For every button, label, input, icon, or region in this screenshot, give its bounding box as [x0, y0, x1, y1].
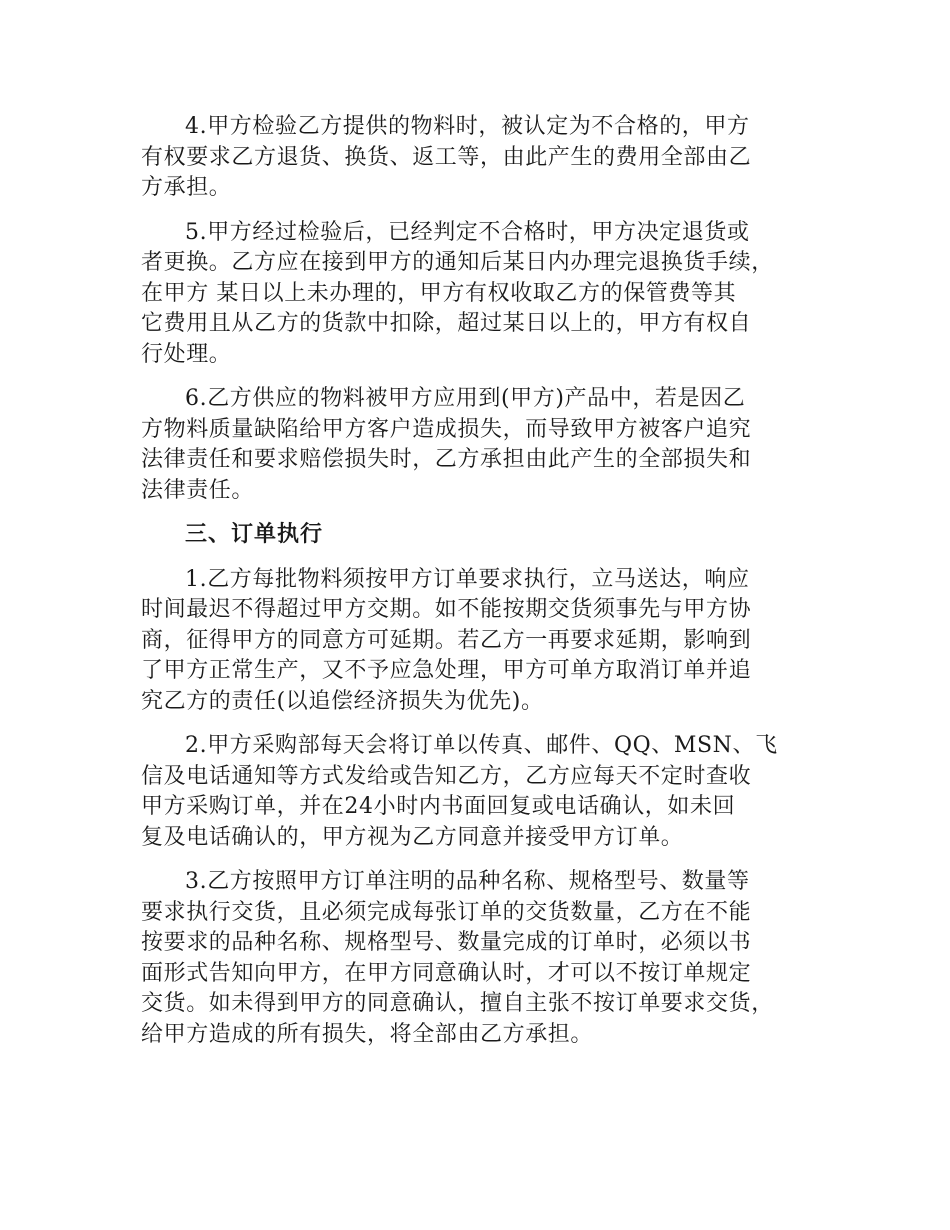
paragraph-order-3: [141, 867, 813, 1050]
text-line: 商，征得甲方的同意方可延期。若乙方一再要求延期，影响到: [141, 627, 752, 653]
text-line: 方承担。: [141, 175, 232, 200]
text-line: 方物料质量缺陷给甲方客户造成损失，而导致甲方被客户追究: [141, 416, 752, 442]
text-line: 法律责任和要求赔偿损失时，乙方承担由此产生的全部损失和: [141, 447, 752, 472]
text-line: 要求执行交货，且必须完成每张订单的交货数量，乙方在不能: [141, 899, 752, 925]
text-line: 法律责任。: [141, 477, 255, 503]
text-line: 交货。如未得到甲方的同意确认，擅自主张不按订单要求交货，: [141, 991, 774, 1016]
text-line: 时间最迟不得超过甲方交期。如不能按期交货须事先与甲方协: [141, 597, 752, 622]
document-page: [141, 112, 813, 1064]
text-line: 究乙方的责任(以追偿经济损失为优先)。: [141, 688, 544, 714]
text-line: 有权要求乙方退货、换货、返工等，由此产生的费用全部由乙: [141, 144, 752, 170]
section-heading-order-execution: 三、订单执行: [185, 522, 324, 547]
text-line: 3.乙方按照甲方订单注明的品种名称、规格型号、数量等: [185, 869, 750, 894]
text-line: 甲方采购订单，并在24小时内书面回复或电话确认，如未回: [141, 794, 736, 819]
paragraph-item-6: [141, 384, 813, 506]
text-line: 了甲方正常生产，又不予应急处理，甲方可单方取消订单并追: [141, 658, 752, 683]
text-line: 复及电话确认的，甲方视为乙方同意并接受甲方订单。: [141, 824, 684, 850]
text-line: 在甲方 某日以上未办理的，甲方有权收取乙方的保管费等其: [141, 280, 737, 306]
text-line: 信及电话通知等方式发给或告知乙方，乙方应每天不定时查收: [141, 763, 752, 789]
text-line: 给甲方造成的所有损失，将全部由乙方承担。: [141, 1021, 594, 1047]
text-line: 1.乙方每批物料须按甲方订单要求执行，立马送达，响应: [185, 566, 750, 592]
text-line: 按要求的品种名称、规格型号、数量完成的订单时，必须以书: [141, 930, 752, 955]
text-line: 面形式告知向甲方，在甲方同意确认时，才可以不按订单规定: [141, 960, 752, 986]
text-line: 2.甲方采购部每天会将订单以传真、邮件、QQ、MSN、飞: [185, 733, 778, 758]
text-line: 者更换。乙方应在接到甲方的通知后某日内办理完退换货手续，: [141, 250, 774, 275]
paragraph-order-1: [141, 565, 813, 718]
text-line: 4.甲方检验乙方提供的物料时，被认定为不合格的，甲方: [185, 114, 750, 139]
paragraph-order-2: [141, 731, 813, 853]
text-line: 它费用且从乙方的货款中扣除，超过某日以上的，甲方有权自: [141, 311, 752, 336]
text-line: 行处理。: [141, 341, 232, 367]
text-line: 5.甲方经过检验后，已经判定不合格时，甲方决定退货或: [185, 219, 750, 245]
paragraph-item-5: [141, 218, 813, 371]
text-line: 6.乙方供应的物料被甲方应用到(甲方)产品中，若是因乙: [185, 386, 746, 411]
paragraph-item-4: [141, 112, 813, 204]
